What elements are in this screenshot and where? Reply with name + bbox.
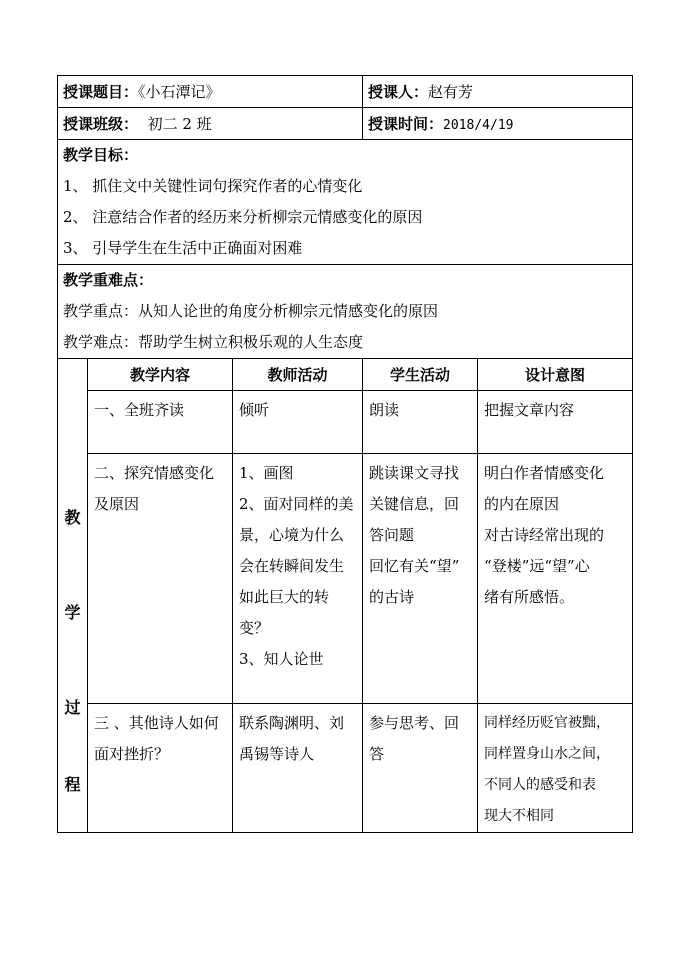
row3-student <box>363 704 478 833</box>
side-char-4: 程 <box>64 775 81 794</box>
title-row <box>58 76 633 108</box>
row2-intent-line: “登楼”远“望”心 <box>484 557 590 575</box>
key-points-heading: 教学重难点： <box>63 271 154 289</box>
col-header-intent: 设计意图 <box>478 359 633 391</box>
class-label: 授课班级： <box>63 115 139 133</box>
row1-content-line: 一、全班齐读 <box>94 401 185 419</box>
row3-student-line: 答 <box>369 745 385 763</box>
row3-intent-line: 不同人的感受和表 <box>484 777 597 793</box>
key-points-cell <box>58 265 633 359</box>
row2-student-line: 的古诗 <box>369 588 415 606</box>
col-header-student: 学生活动 <box>363 359 478 391</box>
row2-content-line: 二、探究情感变化 <box>94 464 215 482</box>
row2-student-line: 答问题 <box>369 526 415 544</box>
row3-intent-line: 现大不相同 <box>484 808 555 824</box>
row1-student <box>363 391 478 454</box>
table-row <box>58 704 633 833</box>
row1-content <box>88 391 233 454</box>
row2-teacher-line: 2、面对同样的美 <box>239 495 354 513</box>
objectives-heading: 教学目标： <box>63 146 139 164</box>
class-value: 初二 2 班 <box>147 115 212 133</box>
row2-teacher-line: 1、画图 <box>239 464 294 482</box>
row3-teacher-line: 禹锡等诗人 <box>239 745 315 763</box>
row2-intent-line: 对古诗经常出现的 <box>484 526 605 544</box>
row2-content <box>88 454 233 704</box>
row2-intent-line: 明白作者情感变化 <box>484 464 605 482</box>
row3-content-line: 面对挫折？ <box>94 745 170 763</box>
teacher-label: 授课人： <box>368 83 429 101</box>
side-char-3: 过 <box>64 698 81 717</box>
row3-content <box>88 704 233 833</box>
row2-student-line: 关键信息，回 <box>369 495 460 513</box>
teacher-cell <box>363 76 633 108</box>
col-header-teacher: 教师活动 <box>233 359 363 391</box>
key-points-row <box>58 265 633 359</box>
time-label: 授课时间： <box>368 115 444 133</box>
objective-item-2: 2、 注意结合作者的经历来分析柳宗元情感变化的原因 <box>63 208 423 226</box>
key-difficulty: 教学难点：帮助学生树立积极乐观的人生态度 <box>63 333 364 351</box>
lesson-title-label: 授课题目： <box>63 83 139 101</box>
lesson-plan-table <box>57 75 633 833</box>
row2-teacher <box>233 454 363 704</box>
row2-teacher-line: 会在转瞬间发生 <box>239 557 345 575</box>
row2-teacher-line: 变？ <box>239 619 270 637</box>
side-char-2: 学 <box>64 603 81 622</box>
row2-content-line: 及原因 <box>94 495 140 513</box>
objectives-cell <box>58 140 633 265</box>
row2-student <box>363 454 478 704</box>
row1-teacher <box>233 391 363 454</box>
row2-teacher-line: 景，心境为什么 <box>239 526 345 544</box>
row2-student-line: 回忆有关“望” <box>369 557 460 575</box>
row3-teacher-line: 联系陶渊明、刘 <box>239 714 345 732</box>
table-row <box>58 391 633 454</box>
key-focus: 教学重点：从知人论世的角度分析柳宗元情感变化的原因 <box>63 302 439 320</box>
teacher-value: 赵有芳 <box>428 83 474 101</box>
row3-student-line: 参与思考、回 <box>369 714 460 732</box>
row3-intent <box>478 704 633 833</box>
row1-student-line: 朗读 <box>369 401 400 419</box>
row1-teacher-line: 倾听 <box>239 401 270 419</box>
time-value: 2018/4/19 <box>443 118 514 133</box>
process-side-label <box>58 359 88 833</box>
lesson-title-value: 《小石潭记》 <box>138 83 221 101</box>
side-char-1: 教 <box>64 508 81 527</box>
row2-intent-line: 的内在原因 <box>484 495 560 513</box>
row1-intent <box>478 391 633 454</box>
objective-item-3: 3、 引导学生在生活中正确面对困难 <box>63 239 303 257</box>
process-header-row <box>58 359 633 391</box>
row2-intent-line: 绪有所感悟。 <box>484 588 575 606</box>
objectives-row <box>58 140 633 265</box>
class-cell <box>58 108 363 140</box>
row1-intent-line: 把握文章内容 <box>484 401 575 419</box>
lesson-title-cell <box>58 76 363 108</box>
class-row <box>58 108 633 140</box>
time-cell <box>363 108 633 140</box>
objective-item-1: 1、 抓住文中关键性词句探究作者的心情变化 <box>63 177 363 195</box>
row3-teacher <box>233 704 363 833</box>
row2-intent <box>478 454 633 704</box>
row2-teacher-line: 如此巨大的转 <box>239 588 330 606</box>
col-header-content: 教学内容 <box>88 359 233 391</box>
row2-teacher-line: 3、知人论世 <box>239 650 324 668</box>
row3-intent-line: 同样置身山水之间， <box>484 746 611 762</box>
row2-student-line: 跳读课文寻找 <box>369 464 460 482</box>
row3-intent-line: 同样经历贬官被黜， <box>484 715 611 731</box>
lesson-plan-sheet <box>57 75 632 833</box>
row3-content-line: 三 、其他诗人如何 <box>94 714 219 732</box>
table-row <box>58 454 633 704</box>
